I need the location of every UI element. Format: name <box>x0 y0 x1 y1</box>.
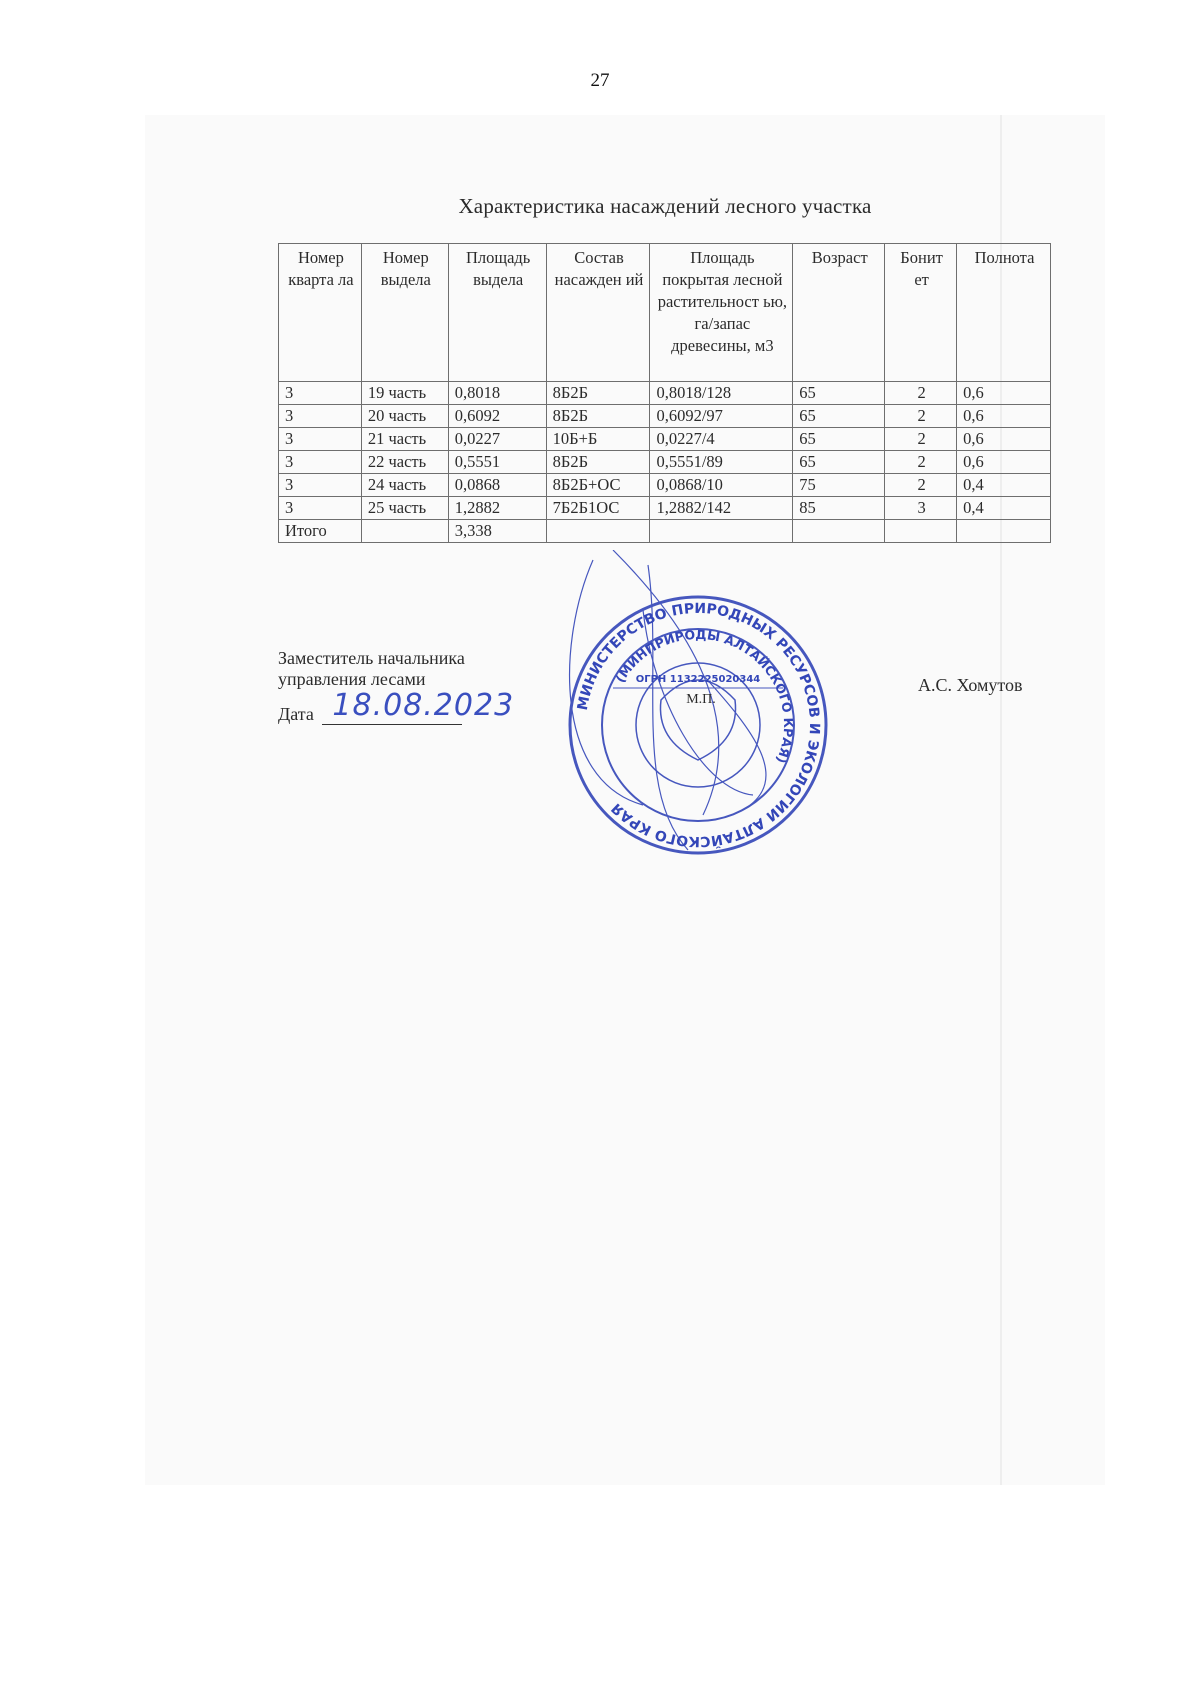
header-quarter-number: Номер кварта ла <box>279 244 362 382</box>
seal-mp-label: М.П. <box>686 692 716 707</box>
cell-composition: 8Б2Б <box>546 382 650 405</box>
cell-area-stock: 0,8018/128 <box>650 382 793 405</box>
cell-total-area: 3,338 <box>448 520 546 543</box>
cell-age: 65 <box>793 405 885 428</box>
cell-total-empty <box>546 520 650 543</box>
header-age: Возраст <box>793 244 885 382</box>
cell-density: 0,4 <box>957 497 1051 520</box>
cell-age: 75 <box>793 474 885 497</box>
cell-age: 65 <box>793 428 885 451</box>
seal-inner-text: (МИНПРИРОДЫ АЛТАЙСКОГО КРАЯ) <box>612 626 797 766</box>
cell-density: 0,6 <box>957 405 1051 428</box>
cell-bonitet: 2 <box>885 474 957 497</box>
cell-quarter: 3 <box>279 405 362 428</box>
table-header-row <box>279 244 1051 382</box>
cell-area-stock: 1,2882/142 <box>650 497 793 520</box>
cell-area-stock: 0,5551/89 <box>650 451 793 474</box>
cell-quarter: 3 <box>279 497 362 520</box>
cell-total-label: Итого <box>279 520 362 543</box>
cell-total-empty <box>361 520 448 543</box>
cell-composition: 10Б+Б <box>546 428 650 451</box>
date-label: Дата <box>278 704 314 724</box>
cell-total-empty <box>885 520 957 543</box>
date-line <box>322 688 515 725</box>
table-row <box>279 474 1051 497</box>
cell-allotment: 21 часть <box>361 428 448 451</box>
cell-total-empty <box>650 520 793 543</box>
cell-allotment: 25 часть <box>361 497 448 520</box>
table-total-row <box>279 520 1051 543</box>
cell-age: 85 <box>793 497 885 520</box>
cell-area-stock: 0,0868/10 <box>650 474 793 497</box>
cell-composition: 8Б2Б <box>546 451 650 474</box>
forest-characteristics-table <box>278 243 1051 543</box>
cell-quarter: 3 <box>279 382 362 405</box>
seal-ogrn: ОГРН 1132225020344 <box>635 674 761 685</box>
seal-icon <box>553 550 843 860</box>
table-row <box>279 497 1051 520</box>
cell-area: 0,0227 <box>448 428 546 451</box>
cell-area: 0,6092 <box>448 405 546 428</box>
cell-area: 0,8018 <box>448 382 546 405</box>
cell-bonitet: 2 <box>885 428 957 451</box>
cell-composition: 8Б2Б <box>546 405 650 428</box>
cell-composition: 8Б2Б+ОС <box>546 474 650 497</box>
cell-area-stock: 0,0227/4 <box>650 428 793 451</box>
cell-area: 1,2882 <box>448 497 546 520</box>
table-row <box>279 451 1051 474</box>
date-row <box>278 688 515 725</box>
cell-allotment: 19 часть <box>361 382 448 405</box>
seal-outer-text: МИНИСТЕРСТВО ПРИРОДНЫХ РЕСУРСОВ И ЭКОЛОГИИ АЛТАЙСКОГО КРАЯ <box>574 600 823 850</box>
cell-bonitet: 2 <box>885 451 957 474</box>
header-allotment-number: Номер выдела <box>361 244 448 382</box>
header-stand-composition: Состав насажден ий <box>546 244 650 382</box>
page-number: 27 <box>590 70 610 91</box>
cell-age: 65 <box>793 451 885 474</box>
cell-composition: 7Б2Б1ОС <box>546 497 650 520</box>
header-forested-area-stock: Площадь покрытая лесной растительност ью, га/запас древесины, м3 <box>650 244 793 382</box>
cell-area: 0,5551 <box>448 451 546 474</box>
header-allotment-area: Площадь выдела <box>448 244 546 382</box>
cell-allotment: 24 часть <box>361 474 448 497</box>
cell-bonitet: 3 <box>885 497 957 520</box>
cell-total-empty <box>793 520 885 543</box>
cell-total-empty <box>957 520 1051 543</box>
cell-quarter: 3 <box>279 451 362 474</box>
cell-area-stock: 0,6092/97 <box>650 405 793 428</box>
cell-quarter: 3 <box>279 474 362 497</box>
table-row <box>279 405 1051 428</box>
cell-allotment: 22 часть <box>361 451 448 474</box>
cell-density: 0,6 <box>957 428 1051 451</box>
cell-bonitet: 2 <box>885 382 957 405</box>
cell-bonitet: 2 <box>885 405 957 428</box>
cell-allotment: 20 часть <box>361 405 448 428</box>
signer-name: А.С. Хомутов <box>918 675 1023 695</box>
official-seal <box>553 550 843 860</box>
signer-position: Заместитель начальника управления лесами <box>278 648 465 689</box>
header-bonitet: Бонит ет <box>885 244 957 382</box>
table-row <box>279 428 1051 451</box>
cell-density: 0,6 <box>957 451 1051 474</box>
handwritten-date: 18.08.2023 <box>332 688 515 723</box>
cell-area: 0,0868 <box>448 474 546 497</box>
document-title: Характеристика насаждений лесного участка <box>458 194 872 218</box>
cell-age: 65 <box>793 382 885 405</box>
cell-quarter: 3 <box>279 428 362 451</box>
table-row <box>279 382 1051 405</box>
cell-density: 0,4 <box>957 474 1051 497</box>
signer-position-block <box>278 648 465 690</box>
header-density: Полнота <box>957 244 1051 382</box>
cell-density: 0,6 <box>957 382 1051 405</box>
